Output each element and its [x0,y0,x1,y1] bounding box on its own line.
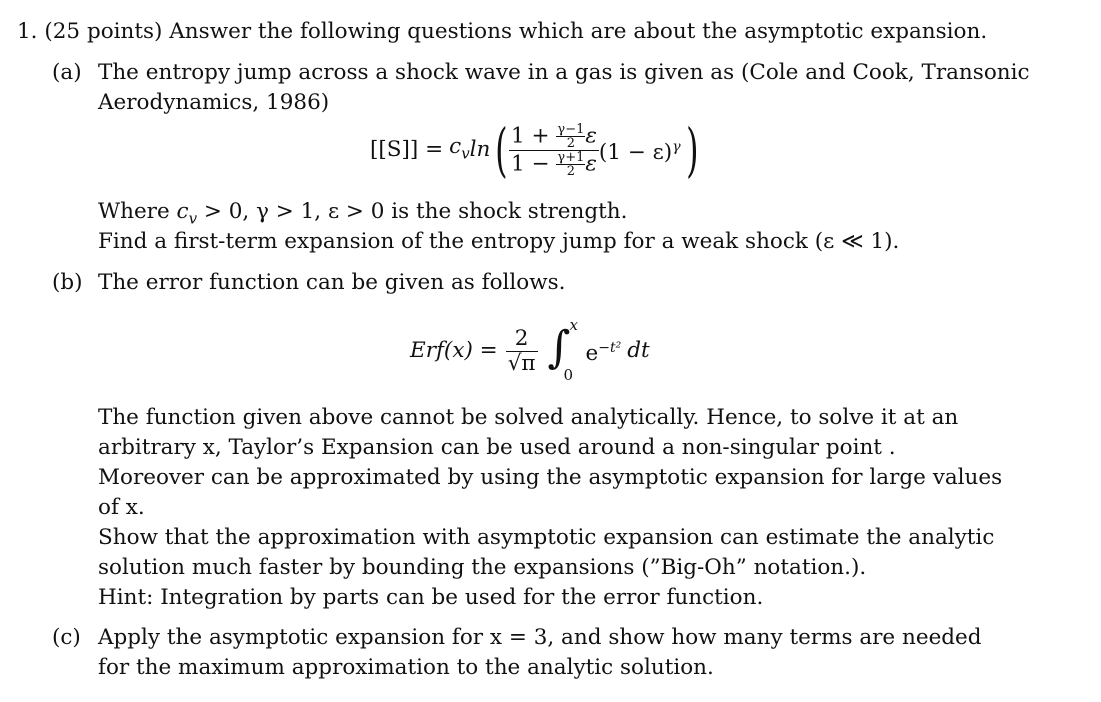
erf-equation [410,318,650,384]
entropy-coef: $c_v$ [449,133,470,163]
left-paren: ( [495,116,508,184]
part-c-label: (c) [52,625,81,650]
part-c-line1: Apply the asymptotic expansion for x = 3, and show how many terms are needed [98,625,982,650]
question-intro: Answer the following questions which are about the asymptotic expansion. [169,19,988,44]
entropy-numerator: 1 + $\frac{\gamma-1}{2}$ ε [511,121,597,151]
part-b-line1: The error function can be given as follows. [98,270,566,295]
question-number: 1. [17,19,38,44]
part-b-p2: arbitrary x, Taylor’s Expansion can be used around a non-singular point . [98,435,896,460]
part-c-line2: for the maximum approximation to the analytic solution. [98,655,714,680]
part-a-find: Find a first-term expansion of the entropy jump for a weak shock (ε ≪ 1). [98,229,900,254]
question-points: (25 points) [44,19,163,44]
part-b-hint: Hint: Integration by parts can be used for the error function. [98,585,764,610]
right-paren: ) [685,116,699,184]
part-b-p3: Moreover can be approximated by using the asymptotic expansion for large values [98,465,1003,490]
part-b-p5: Show that the approximation with asymptotic expansion can estimate the analytic [98,525,995,550]
erf-fraction: $\frac{2}{√\pi}$ [507,325,536,376]
entropy-fraction [509,123,599,178]
part-a-line2: Aerodynamics, 1986) [98,90,330,115]
part-a-where: Where $c_v > 0$, γ > 1, ε > 0 is the shock strength. [98,199,628,228]
entropy-ln: ln [469,137,491,162]
erf-lhs: Erf(x) = [410,338,498,363]
entropy-tail: $(1 - \varepsilon)^\gamma$ [598,138,681,166]
part-a-label: (a) [52,60,82,85]
erf-integrand: $e^{-t^2}$ [585,339,622,367]
part-b-p6: solution much faster by bounding the expansions (”Big-Oh” notation.). [98,555,867,580]
erf-dt: dt [627,338,650,363]
entropy-jump-equation [370,118,703,182]
entropy-lhs: [[S]] = [370,137,444,162]
part-a-line1: The entropy jump across a shock wave in a gas is given as (Cole and Cook, Transonic [98,60,1030,85]
question-header [17,17,987,47]
part-b-p4: of x. [98,495,145,520]
entropy-denominator: 1 − $\frac{\gamma+1}{2}$ ε [511,149,597,179]
part-b-p1: The function given above cannot be solved analytically. Hence, to solve it at an [98,405,959,430]
part-b-label: (b) [52,270,83,295]
integral-sign: ∫ x 0 [547,316,578,384]
